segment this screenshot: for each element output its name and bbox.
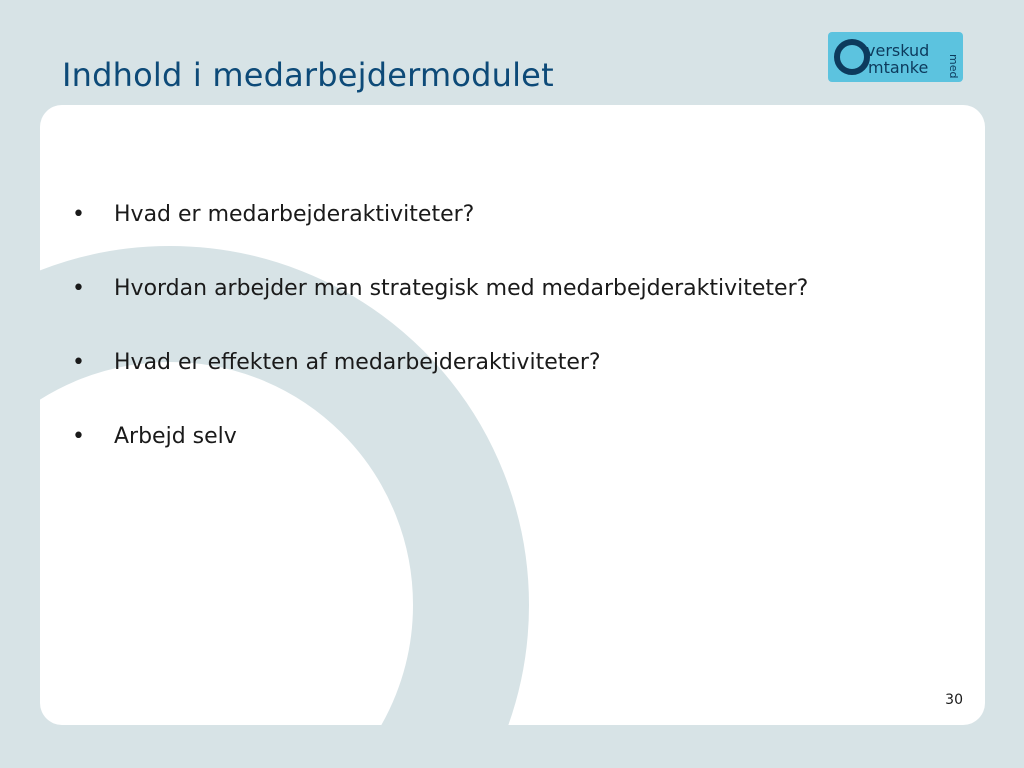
bullet-text: Hvad er medarbejderaktiviteter? (114, 202, 475, 227)
bullet-marker: • (72, 276, 85, 301)
logo-word-side: med (947, 54, 960, 79)
page-number: 30 (945, 692, 963, 708)
slide-title: Indhold i medarbejdermodulet (62, 56, 554, 94)
list-item (70, 424, 970, 498)
overskud-med-omtanke-logo (828, 32, 963, 82)
bullet-list (70, 202, 970, 498)
logo-word-top: verskud (866, 41, 930, 60)
bullet-marker: • (72, 350, 85, 375)
bullet-marker: • (72, 424, 85, 449)
bullet-text: Hvordan arbejder man strategisk med medarbejderaktiviteter? (114, 276, 809, 301)
logo-word-bottom: mtanke (868, 58, 929, 77)
logo-ring (837, 42, 867, 72)
content-panel (40, 105, 985, 725)
list-item (70, 350, 970, 424)
logo-graphic (828, 32, 963, 82)
list-item (70, 276, 970, 350)
bullet-text: Hvad er effekten af medarbejderaktiviteter? (114, 350, 601, 375)
bullet-text: Arbejd selv (114, 424, 237, 449)
list-item (70, 202, 970, 276)
bullet-marker: • (72, 202, 85, 227)
